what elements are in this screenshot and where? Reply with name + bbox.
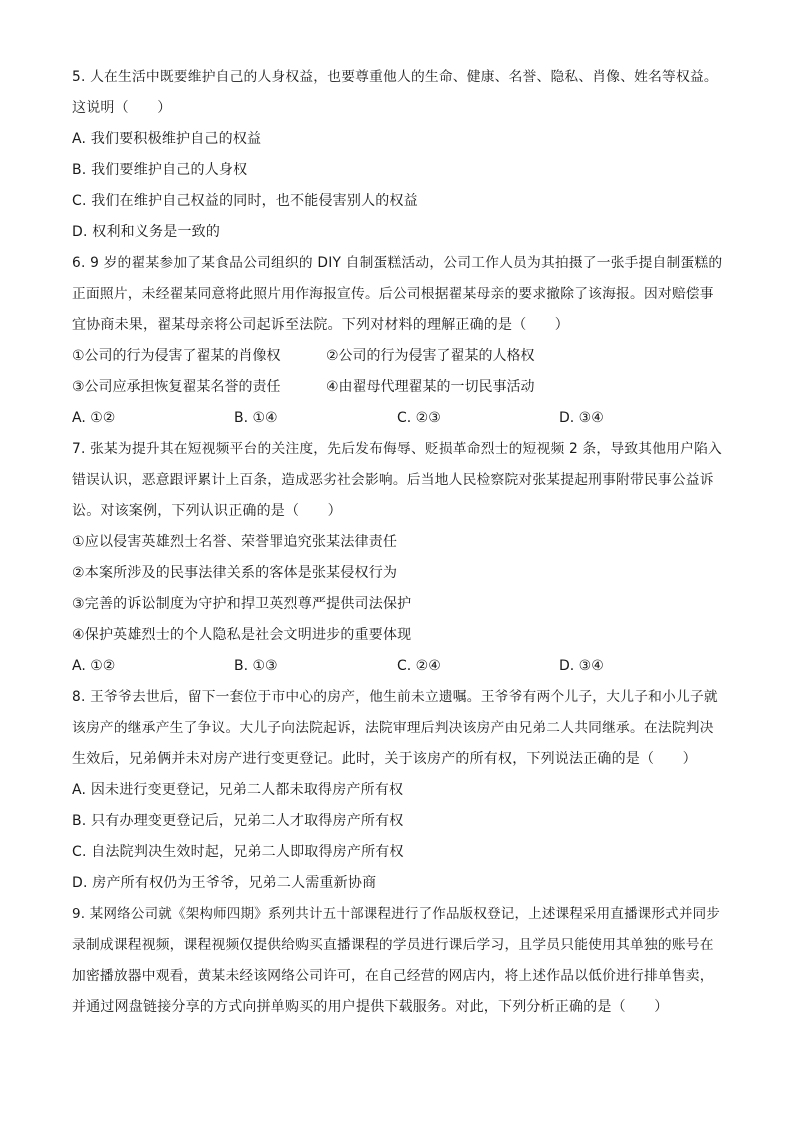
question-6-stem-line-2: 正面照片，未经翟某同意将此照片用作海报宣传。后公司根据翟某母亲的要求撤除了该海报。因对赔偿事 (72, 286, 714, 302)
question-6-statement-1: ①公司的行为侵害了翟某的肖像权 (72, 348, 281, 364)
question-8-stem-line-3: 生效后，兄弟俩并未对房产进行变更登记。此时，关于该房产的所有权，下列说法正确的是（ ） (72, 751, 697, 767)
question-7-statement-1: ①应以侵害英雄烈士名誉、荣誉罪追究张某法律责任 (72, 534, 398, 550)
question-7-stem-line-3: 讼。对该案例，下列认识正确的是（ ） (72, 503, 342, 519)
question-5-option-a: A. 我们要积极维护自己的权益 (72, 131, 262, 147)
question-6-statement-2: ②公司的行为侵害了翟某的人格权 (326, 348, 535, 364)
question-7-stem-line-1: 7. 张某为提升其在短视频平台的关注度，先后发布侮辱、贬损革命烈士的短视频 2 条，导致其他用户陷入 (72, 441, 722, 457)
question-6-statement-4: ④由翟母代理翟某的一切民事活动 (326, 379, 535, 395)
question-7 (72, 434, 724, 682)
question-6-statements-row-2 (72, 372, 724, 403)
question-8-stem-line-1: 8. 王爷爷去世后，留下一套位于市中心的房产，他生前未立遗嘱。王爷爷有两个儿子，大儿子和小儿子就 (72, 689, 718, 705)
question-9-stem-line-4: 并通过网盘链接分享的方式向拼单购买的用户提供下载服务。对此，下列分析正确的是（ ） (72, 999, 669, 1015)
question-7-statement-2: ②本案所涉及的民事法律关系的客体是张某侵权行为 (72, 565, 398, 581)
question-6-option-a: A. ①② (72, 410, 116, 426)
question-9-stem-line-1: 9. 某网络公司就《架构师四期》系列共计五十部课程进行了作品版权登记，上述课程采用直播课形式并同步 (72, 906, 720, 922)
question-9 (72, 899, 724, 1023)
question-6-stem-line-1: 6. 9 岁的翟某参加了某食品公司组织的 DIY 自制蛋糕活动，公司工作人员为其拍摄了一张手提自制蛋糕的 (72, 255, 723, 271)
question-9-stem-line-3: 加密播放器中观看，黄某未经该网络公司许可，在自己经营的网店内，将上述作品以低价进行排单售卖， (72, 968, 714, 984)
question-5-option-c: C. 我们在维护自己权益的同时，也不能侵害别人的权益 (72, 193, 418, 209)
question-8-stem-line-2: 该房产的继承产生了争议。大儿子向法院起诉，法院审理后判决该房产由兄弟二人共同继承。在法院判决 (72, 720, 714, 736)
question-7-stem-line-2: 错误认识，恶意跟评累计上百条，造成恶劣社会影响。后当地人民检察院对张某提起刑事附带民事公益诉 (72, 472, 714, 488)
question-6-statements-row-1 (72, 341, 724, 372)
question-6-options (72, 403, 724, 434)
question-8-option-c: C. 自法院判决生效时起，兄弟二人即取得房产所有权 (72, 844, 404, 860)
question-6-statement-3: ③公司应承担恢复翟某名誉的责任 (72, 379, 281, 395)
question-7-options (72, 651, 724, 682)
question-8-option-a: A. 因未进行变更登记，兄弟二人都未取得房产所有权 (72, 782, 404, 798)
question-7-statement-4: ④保护英雄烈士的个人隐私是社会文明进步的重要体现 (72, 627, 412, 643)
question-6 (72, 248, 724, 434)
question-7-option-d: D. ③④ (559, 658, 604, 674)
question-5-option-d: D. 权利和义务是一致的 (72, 224, 221, 240)
question-7-option-b: B. ①③ (234, 658, 278, 674)
question-7-option-c: C. ②④ (397, 658, 441, 674)
question-5-stem-line-2: 这说明（ ） (72, 100, 172, 116)
question-5-stem-line-1: 5. 人在生活中既要维护自己的人身权益，也要尊重他人的生命、健康、名誉、隐私、肖像、姓名等权益。 (72, 69, 718, 85)
question-8-option-d: D. 房产所有权仍为王爷爷，兄弟二人需重新协商 (72, 875, 377, 891)
exam-page (72, 62, 724, 1023)
question-6-stem-line-3: 宜协商未果，翟某母亲将公司起诉至法院。下列对材料的理解正确的是（ ） (72, 317, 569, 333)
question-8 (72, 682, 724, 899)
question-8-option-b: B. 只有办理变更登记后，兄弟二人才取得房产所有权 (72, 813, 404, 829)
question-7-option-a: A. ①② (72, 658, 116, 674)
question-6-option-d: D. ③④ (559, 410, 604, 426)
question-6-option-b: B. ①④ (234, 410, 278, 426)
question-7-statement-3: ③完善的诉讼制度为守护和捍卫英烈尊严提供司法保护 (72, 596, 412, 612)
question-5 (72, 62, 724, 248)
question-5-option-b: B. 我们要维护自己的人身权 (72, 162, 248, 178)
question-6-option-c: C. ②③ (397, 410, 441, 426)
question-9-stem-line-2: 录制成课程视频，课程视频仅提供给购买直播课程的学员进行课后学习，且学员只能使用其单独的账号在 (72, 937, 714, 953)
